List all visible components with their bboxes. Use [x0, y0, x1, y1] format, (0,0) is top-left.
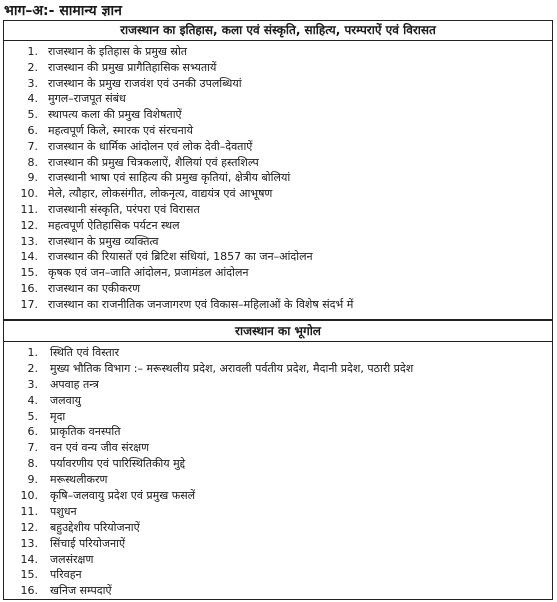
- item-text: वन एवं वन्य जीव संरक्षण: [50, 441, 150, 455]
- page-title: भाग–अ:- सामान्य ज्ञान: [4, 3, 122, 19]
- item-text: मुख्य भौतिक विभाग :– मरूस्थलीय प्रदेश, अरावली पर्वतीय प्रदेश, मैदानी प्रदेश, पठारी प्रदेश: [50, 361, 414, 375]
- list-item: [4, 91, 552, 107]
- item-text: कृषक एवं जन–जाति आंदोलन, प्रजामंडल आंदोलन: [48, 266, 249, 280]
- section-geography: [4, 320, 552, 599]
- list-item: [4, 44, 552, 60]
- list-item: [4, 170, 552, 186]
- item-number: 9.: [27, 473, 38, 487]
- list-item: [4, 345, 552, 361]
- list-item: [4, 504, 552, 520]
- item-number: 5.: [27, 409, 38, 423]
- item-number: 1.: [27, 45, 38, 58]
- item-text: राजस्थान के प्रमुख व्यक्तित्व: [48, 234, 159, 248]
- item-text: राजस्थान का राजनीतिक जनजागरण एवं विकास–महिलाओं के विशेष संदर्भ में: [48, 297, 354, 311]
- list-item: [4, 536, 552, 552]
- list-item: [4, 139, 552, 155]
- list-item: [4, 424, 552, 440]
- list-item: [4, 377, 552, 393]
- item-text: पशुधन: [50, 504, 77, 518]
- item-number: 3.: [27, 76, 38, 90]
- list-item: [4, 107, 552, 123]
- list-item: [4, 440, 552, 456]
- syllabus-table: [3, 20, 553, 600]
- item-number: 12.: [20, 218, 38, 232]
- topic-list: [4, 342, 552, 599]
- item-text: मरूस्थलीकरण: [50, 473, 108, 487]
- list-item: [4, 234, 552, 250]
- item-text: बहुउद्देशीय परियोजनाऐं: [50, 520, 140, 534]
- item-text: पर्यावरणीय एवं पारिस्थितिकीय मुद्दे: [50, 457, 186, 471]
- list-item: [4, 583, 552, 599]
- item-text: जलवायु: [50, 393, 81, 407]
- item-text: महत्वपूर्ण किले, स्मारक एवं संरचनाये: [48, 123, 193, 137]
- section-history-culture: [4, 21, 552, 320]
- item-number: 7.: [27, 441, 38, 455]
- list-item: [4, 218, 552, 234]
- item-number: 11.: [20, 202, 38, 216]
- item-number: 13.: [20, 536, 38, 550]
- item-number: 16.: [20, 584, 38, 598]
- item-text: राजस्थान के धार्मिक आंदोलन एवं लोक देवी–देवताऐं: [48, 139, 253, 153]
- item-number: 12.: [20, 520, 38, 534]
- section-title: राजस्थान का इतिहास, कला एवं संस्कृति, साहित्य, परम्पराऐं एवं विरासत: [4, 21, 552, 41]
- list-item: [4, 520, 552, 536]
- item-number: 7.: [27, 139, 38, 153]
- list-item: [4, 155, 552, 171]
- item-number: 17.: [20, 297, 38, 311]
- item-text: मेले, त्यौहार, लोकसंगीत, लोकनृत्य, वाद्ययंत्र एवं आभूषण: [48, 187, 273, 201]
- list-item: [4, 186, 552, 202]
- item-number: 15.: [20, 266, 38, 280]
- item-number: 8.: [27, 155, 38, 169]
- item-number: 4.: [27, 393, 38, 407]
- item-number: 10.: [20, 187, 38, 201]
- list-item: [4, 393, 552, 409]
- item-text: राजस्थान की प्रमुख चित्रकलाऐं, शैलियां एवं हस्तशिल्प: [48, 155, 259, 169]
- section-title: राजस्थान का भूगोल: [4, 320, 552, 342]
- item-number: 5.: [27, 108, 38, 122]
- item-text: अपवाह तन्त्र: [50, 377, 99, 391]
- item-number: 14.: [20, 250, 38, 264]
- list-item: [4, 552, 552, 568]
- item-number: 3.: [27, 377, 38, 391]
- item-text: राजस्थान की प्रमुख प्रागैतिहासिक सभ्यतायें: [48, 60, 217, 74]
- item-text: महत्वपूर्ण ऐतिहासिक पर्यटन स्थल: [48, 218, 180, 232]
- item-number: 14.: [20, 552, 38, 566]
- item-number: 6.: [27, 123, 38, 137]
- item-text: कृषि–जलवायु प्रदेश एवं प्रमुख फसलें: [50, 489, 196, 503]
- item-text: राजस्थान के इतिहास के प्रमुख स्रोत: [48, 45, 188, 58]
- item-number: 15.: [20, 568, 38, 582]
- item-number: 4.: [27, 92, 38, 106]
- item-number: 10.: [20, 489, 38, 503]
- list-item: [4, 76, 552, 92]
- item-text: खनिज सम्पदाऐं: [50, 584, 112, 598]
- list-item: [4, 297, 552, 313]
- item-number: 16.: [20, 281, 38, 295]
- item-number: 6.: [27, 425, 38, 439]
- item-number: 2.: [27, 60, 38, 74]
- list-item: [4, 567, 552, 583]
- item-text: राजस्थानी संस्कृति, परंपरा एवं विरासत: [48, 202, 200, 216]
- list-item: [4, 456, 552, 472]
- list-item: [4, 249, 552, 265]
- item-number: 1.: [27, 346, 38, 359]
- list-item: [4, 281, 552, 297]
- list-item: [4, 472, 552, 488]
- list-item: [4, 265, 552, 281]
- item-text: राजस्थान के प्रमुख राजवंश एवं उनकी उपलब्धियां: [48, 76, 242, 90]
- topic-list: [4, 41, 552, 320]
- item-text: प्राकृतिक वनस्पति: [50, 425, 121, 439]
- item-text: मृदा: [50, 409, 66, 423]
- list-item: [4, 488, 552, 504]
- item-text: सिंचाई परियोजनाऐं: [50, 536, 126, 550]
- item-text: जलसंरक्षण: [50, 552, 94, 566]
- item-text: राजस्थानी भाषा एवं साहित्य की प्रमुख कृतियां, क्षेत्रीय बोलियां: [48, 171, 291, 185]
- item-number: 13.: [20, 234, 38, 248]
- item-number: 8.: [27, 457, 38, 471]
- item-text: राजस्थान की रियासतें एवं ब्रिटिश संधियां, 1857 का जन–आंदोलन: [48, 250, 313, 264]
- item-text: मुगल–राजपूत संबंध: [48, 92, 126, 106]
- item-text: परिवहन: [50, 568, 82, 582]
- item-number: 9.: [27, 171, 38, 185]
- item-number: 11.: [20, 504, 38, 518]
- item-text: राजस्थान का एकीकरण: [48, 281, 141, 295]
- list-item: [4, 60, 552, 76]
- item-text: स्थापत्य कला की प्रमुख विशेषताऐं: [48, 108, 182, 122]
- list-item: [4, 361, 552, 377]
- list-item: [4, 202, 552, 218]
- list-item: [4, 409, 552, 425]
- item-text: स्थिति एवं विस्तार: [50, 346, 120, 359]
- list-item: [4, 123, 552, 139]
- item-number: 2.: [27, 361, 38, 375]
